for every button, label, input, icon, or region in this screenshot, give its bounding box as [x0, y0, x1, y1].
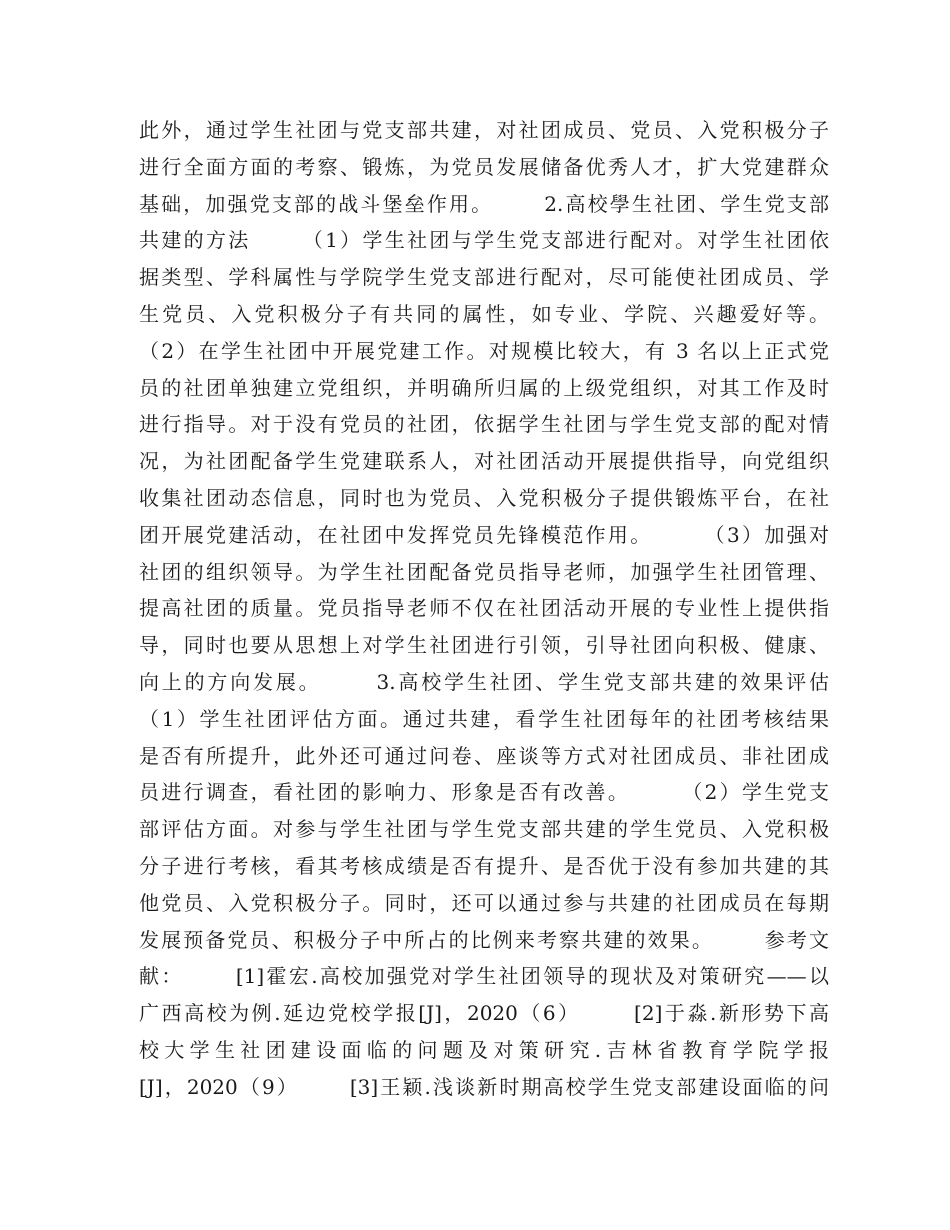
text-line: 导，同时也要从思想上对学生社团进行引领，引导社团向积极、健康、	[139, 633, 829, 658]
text-line: 献： [1]霍宏.高校加强党对学生社团领导的现状及对策研究——以	[139, 964, 829, 989]
text-line: 员进行调查，看社团的影响力、形象是否有改善。 （2）学生党支	[139, 780, 829, 805]
text-line: （2）在学生社团中开展党建工作。对规模比较大，有 3 名以上正式党	[139, 338, 829, 363]
text-line: 向上的方向发展。 3.高校学生社团、学生党支部共建的效果评估	[139, 669, 829, 694]
text-line: 员的社团单独建立党组织，并明确所归属的上级党组织，对其工作及时	[139, 375, 829, 400]
text-line: 况，为社团配备学生党建联系人，对社团活动开展提供指导，向党组织	[139, 449, 829, 474]
text-line: 校大学生社团建设面临的问题及对策研究.吉林省教育学院学报	[139, 1037, 829, 1062]
text-line: （1）学生社团评估方面。通过共建，看学生社团每年的社团考核结果	[139, 706, 829, 731]
body-text	[139, 112, 829, 1106]
text-line: 社团的组织领导。为学生社团配备党员指导老师，加强学生社团管理、	[139, 559, 829, 584]
text-line: 据类型、学科属性与学院学生党支部进行配对，尽可能使社团成员、学	[139, 265, 829, 290]
text-line: 广西高校为例.延边党校学报[J]，2020（6） [2]于淼.新形势下高	[139, 1001, 829, 1026]
text-line: 分子进行考核，看其考核成绩是否有提升、是否优于没有参加共建的其	[139, 853, 829, 878]
text-line: [J]，2020（9） [3]王颖.浅谈新时期高校学生党支部建设面临的问	[139, 1074, 829, 1099]
text-line: 共建的方法 （1）学生社团与学生党支部进行配对。对学生社团依	[139, 228, 829, 253]
text-line: 进行指导。对于没有党员的社团，依据学生社团与学生党支部的配对情	[139, 412, 829, 437]
text-line: 他党员、入党积极分子。同时，还可以通过参与共建的社团成员在每期	[139, 890, 829, 915]
text-line: 进行全面方面的考察、锻炼，为党员发展储备优秀人才，扩大党建群众	[139, 154, 829, 179]
text-line: 提高社团的质量。党员指导老师不仅在社团活动开展的专业性上提供指	[139, 596, 829, 621]
text-line: 此外，通过学生社团与党支部共建，对社团成员、党员、入党积极分子	[139, 118, 829, 142]
text-line: 收集社团动态信息，同时也为党员、入党积极分子提供锻炼平台，在社	[139, 485, 829, 510]
text-line: 基础，加强党支部的战斗堡垒作用。 2.高校學生社团、学生党支部	[139, 191, 829, 216]
text-line: 团开展党建活动，在社团中发挥党员先锋模范作用。 （3）加强对	[139, 522, 829, 547]
text-line: 生党员、入党积极分子有共同的属性，如专业、学院、兴趣爱好等。	[139, 301, 829, 326]
text-line: 是否有所提升，此外还可通过问卷、座谈等方式对社团成员、非社团成	[139, 743, 829, 768]
text-line: 发展预备党员、积极分子中所占的比例来考察共建的效果。 参考文	[139, 927, 829, 952]
text-line: 部评估方面。对参与学生社团与学生党支部共建的学生党员、入党积极	[139, 817, 829, 842]
